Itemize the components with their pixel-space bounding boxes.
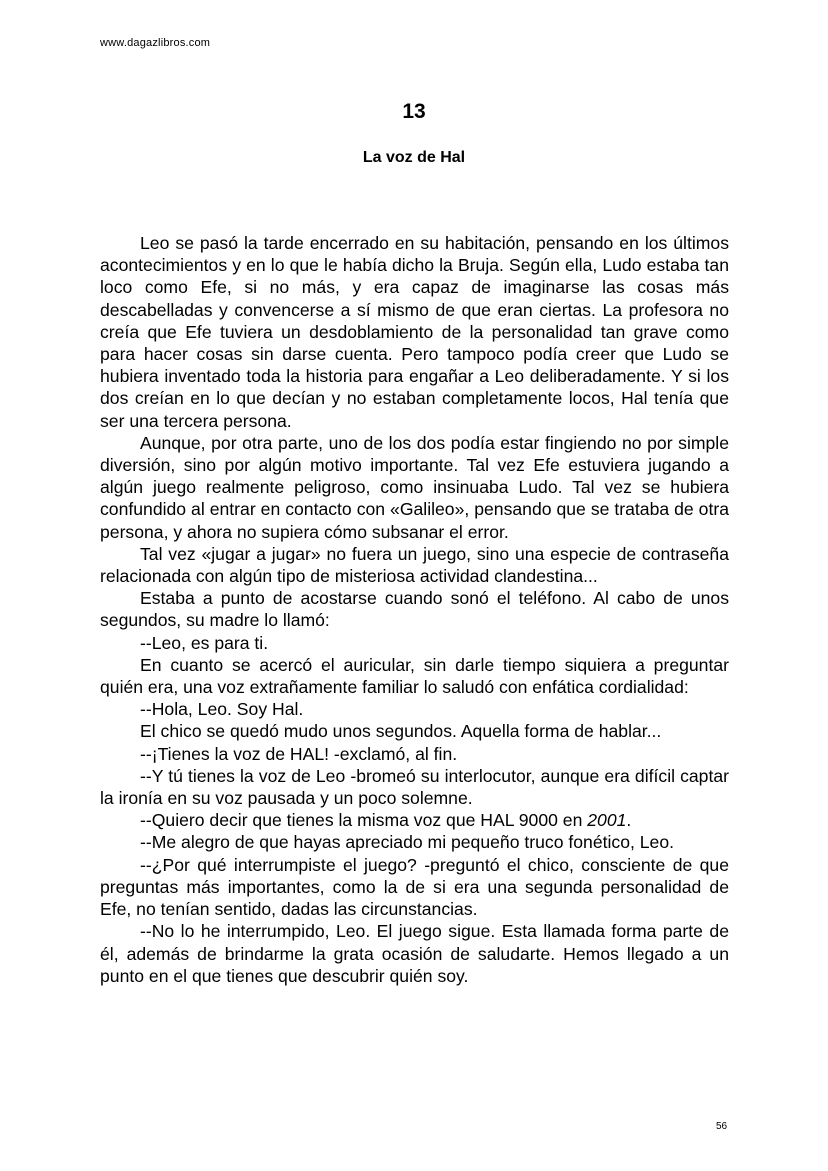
- movie-title: 2001: [587, 810, 627, 831]
- chapter-title: La voz de Hal: [362, 149, 466, 166]
- header-url: www.dagazlibros.com: [100, 37, 211, 49]
- chapter-number: 13: [402, 100, 426, 123]
- paragraph: El chico se quedó mudo unos segundos. Aquella forma de hablar...: [140, 721, 662, 742]
- paragraph-hal-9000: [100, 809, 729, 831]
- paragraph: --¡Tienes la voz de HAL! -exclamó, al fin.: [140, 743, 458, 764]
- paragraph: --No lo he interrumpido, Leo. El juego sigue. Esta llamada forma parte de él, además de brindarme la grata ocasión de saludarte. Hemos llegado a un punto en el que tienes que descubrir quién soy.: [100, 921, 729, 986]
- paragraph: En cuanto se acercó el auricular, sin darle tiempo siquiera a preguntar quién era, una voz extrañamente familiar lo saludó con enfática cordialidad:: [100, 654, 729, 698]
- paragraph: Tal vez «jugar a jugar» no fuera un juego, sino una especie de contraseña relacionada con algún tipo de misteriosa actividad clandestina...: [100, 543, 729, 587]
- paragraph-text: .: [626, 810, 632, 831]
- paragraph-text: --Quiero decir que tienes la misma voz que HAL 9000 en: [140, 810, 588, 831]
- paragraph: --¿Por qué interrumpiste el juego? -preguntó el chico, consciente de que preguntas más importantes, como la de si era una segunda personalidad de Efe, no tenían sentido, dadas las circunstancias.: [100, 854, 729, 920]
- paragraph: Leo se pasó la tarde encerrado en su habitación, pensando en los últimos acontecimientos y en lo que le había dicho la Bruja. Según ella, Ludo estaba tan loco como Efe, si no más, y era capaz de imaginarse las cosas más descabelladas y convencerse a sí mismo de que eran ciertas. La profesora no creía que Efe tuviera un desdoblamiento de la personalidad tan grave como para hacer cosas sin darse cuenta. Pero tampoco podía creer que Ludo se hubiera inventado toda la historia para engañar a Leo deliberadamente. Y si los dos creían en lo que decían y no estaban completamente locos, Hal tenía que ser una tercera persona.: [100, 233, 729, 431]
- body-text: [100, 232, 729, 987]
- paragraph: --Y tú tienes la voz de Leo -bromeó su interlocutor, aunque era difícil captar la ironía en su voz pausada y un poco solemne.: [100, 765, 729, 809]
- page-number: 56: [716, 1121, 728, 1132]
- paragraph: Estaba a punto de acostarse cuando sonó el teléfono. Al cabo de unos segundos, su madre lo llamó:: [100, 588, 729, 631]
- paragraph: Aunque, por otra parte, uno de los dos podía estar fingiendo no por simple diversión, sino por algún motivo importante. Tal vez Efe estuviera jugando a algún juego realmente peligroso, como insinuaba Ludo. Tal vez se hubiera confundido al entrar en contacto con «Galileo», pensando que se trataba de otra persona, y ahora no supiera cómo subsanar el error.: [100, 432, 729, 542]
- paragraph: --Hola, Leo. Soy Hal.: [140, 699, 304, 720]
- paragraph: --Leo, es para ti.: [140, 632, 269, 653]
- paragraph: --Me alegro de que hayas apreciado mi pequeño truco fonético, Leo.: [140, 832, 675, 853]
